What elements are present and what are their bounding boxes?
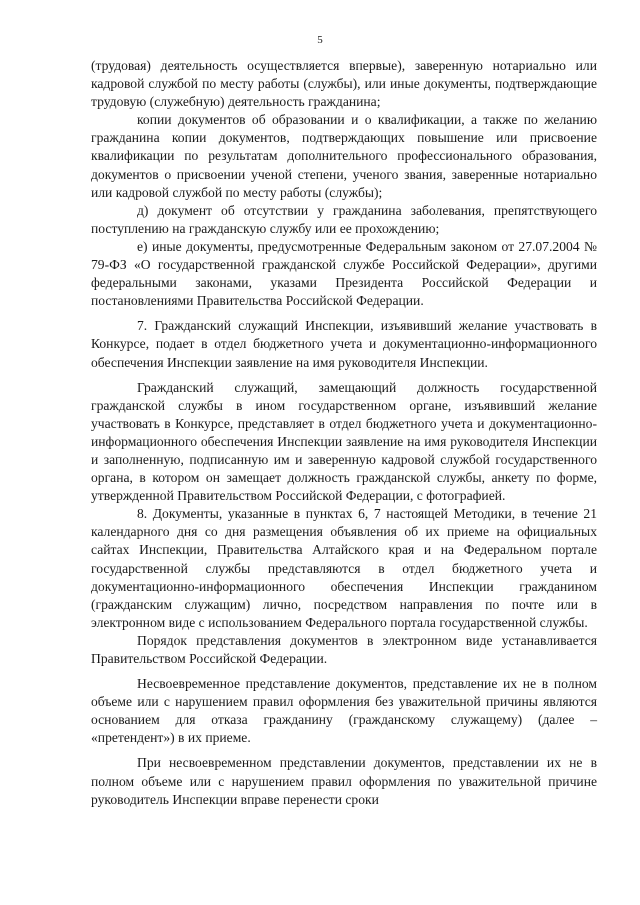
paragraph-item-d-health: д) документ об отсутствии у гражданина заболевания, препятствующего поступлению на гражданскую службу или ее прохождению; [91,202,597,236]
paragraph-item-e-other-documents: е) иные документы, предусмотренные Федеральным законом от 27.07.2004 № 79-ФЗ «О государственной гражданской службе Российской Федерации», другими федеральными законами, указами Президента Российской Федерации и постановлениями Правительства Российской Федерации. [91,238,597,309]
paragraph-valid-reason-extension: При несвоевременном представлении документов, представлении их не в полном объеме или с нарушением правил оформления по уважительной причине руководитель Инспекции вправе перенести сроки [91,755,597,807]
paragraph-education-copies: копии документов об образовании и о квалификации, а также по желанию гражданина копии документов, подтверждающих повышение или присвоение квалификации по результатам дополнительного профессионального образования, документов о присвоении ученой степени, ученого звания, заверенные нотариально или кадровой службой по месту работы (службы); [91,112,597,200]
paragraph-8-submission-deadline: 8. Документы, указанные в пунктах 6, 7 настоящей Методики, в течение 21 календарного дня со дня размещения объявления об их приеме на официальных сайтах Инспекции, Правительства Алтайского края и на Федеральном портале государственной службы представляются в отдел бюджетного учета и документационно-информационного обеспечения Инспекции гражданином (гражданским служащим) лично, посредством направления по почте или в электронном виде с использованием Федерального портала государственной службы. [91,506,597,630]
page-number: 5 [317,34,323,46]
paragraph-7-civil-servant-application: 7. Гражданский служащий Инспекции, изъявивший желание участвовать в Конкурсе, подает в отдел бюджетного учета и документационно-информационного обеспечения Инспекции заявление на имя руководителя Инспекции. [91,318,597,370]
paragraph-other-agency-servant: Гражданский служащий, замещающий должность государственной гражданской службы в ином государственном органе, изъявивший желание участвовать в Конкурсе, представляет в отдел бюджетного учета и документационно-информационного обеспечения Инспекции заявление на имя руководителя Инспекции и заполненную, подписанную им и заверенную кадровой службой государственного органа, в котором он замещает должность гражданской службы, анкету по форме, утвержденной Правительством Российской Федерации, с фотографией. [91,379,597,504]
paragraph-electronic-submission: Порядок представления документов в электронном виде устанавливается Правительством Российской Федерации. [91,632,597,666]
document-body [91,57,597,809]
paragraph-late-submission-refusal: Несвоевременное представление документов, представление их не в полном объеме или с нарушением правил оформления без уважительной причины являются основанием для отказа гражданину (гражданскому служащему) (далее – «претендент») в их приеме. [91,676,597,746]
paragraph-work-record-continuation: (трудовая) деятельность осуществляется впервые), заверенную нотариально или кадровой службой по месту работы (службы), или иные документы, подтверждающие трудовую (служебную) деятельность гражданина; [91,58,597,110]
